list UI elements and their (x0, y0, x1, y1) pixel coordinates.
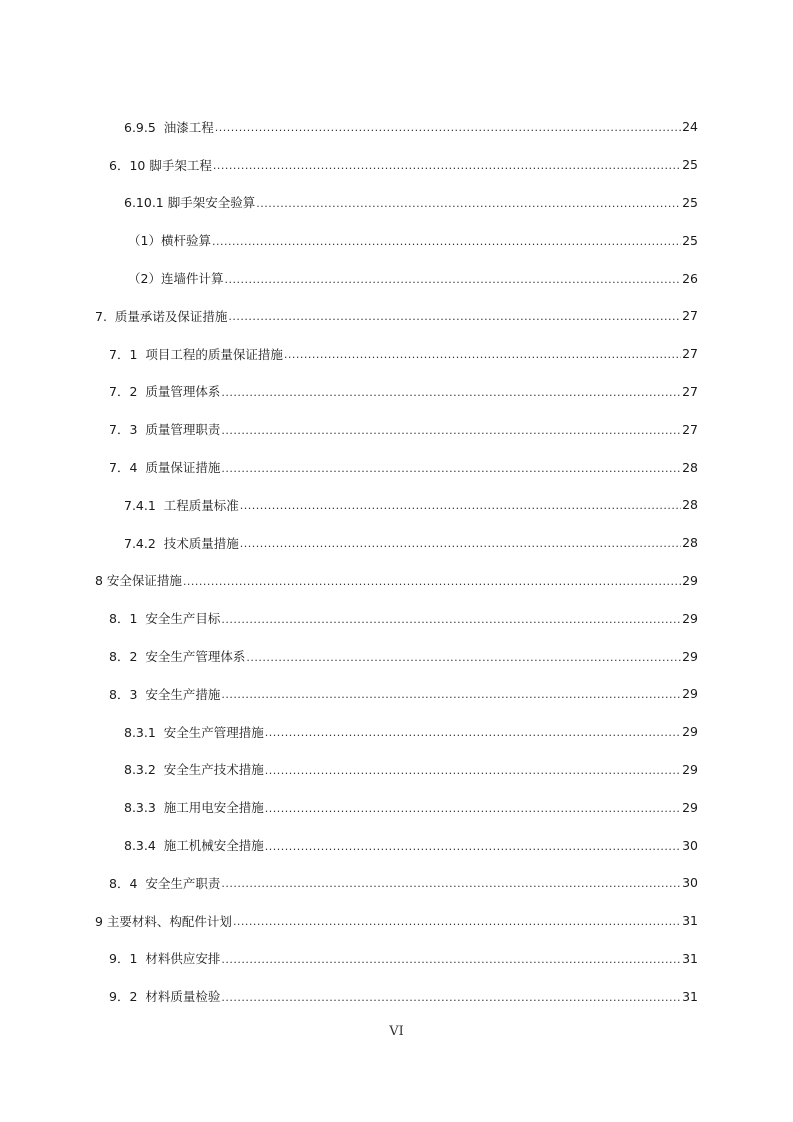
dot-leader (221, 953, 681, 966)
dot-leader (221, 877, 681, 890)
dot-leader (221, 613, 681, 626)
toc-entry-page: 29 (682, 610, 698, 626)
dot-leader (224, 273, 681, 286)
toc-entry-label: 7.4.2 技术质量措施 (124, 535, 239, 551)
toc-entry-page: 29 (682, 648, 698, 664)
toc-entry-page: 31 (682, 988, 698, 1004)
dot-leader (221, 424, 681, 437)
table-of-contents (0, 108, 793, 1015)
page-number-footer: VI (389, 1024, 404, 1039)
dot-leader (221, 688, 681, 701)
toc-entry[interactable] (0, 335, 793, 373)
toc-entry-label: 7．4 质量保证措施 (109, 460, 221, 476)
toc-entry[interactable] (0, 221, 793, 259)
dot-leader (284, 348, 681, 361)
toc-entry-page: 26 (682, 270, 698, 286)
toc-entry[interactable] (0, 108, 793, 146)
toc-entry[interactable] (0, 373, 793, 411)
toc-entry[interactable] (0, 864, 793, 902)
dot-leader (240, 537, 681, 550)
dot-leader (233, 915, 681, 928)
toc-entry-label: 8 安全保证措施 (95, 573, 182, 589)
toc-entry[interactable] (0, 675, 793, 713)
dot-leader (246, 651, 681, 664)
toc-entry-page: 24 (682, 119, 698, 135)
toc-entry-label: 7．3 质量管理职责 (109, 422, 221, 438)
toc-entry-page: 25 (682, 157, 698, 173)
toc-entry[interactable] (0, 486, 793, 524)
toc-entry[interactable] (0, 713, 793, 751)
toc-entry[interactable] (0, 902, 793, 940)
toc-entry-label: 8.3.2 安全生产技术措施 (124, 762, 264, 778)
toc-entry[interactable] (0, 826, 793, 864)
toc-entry[interactable] (0, 637, 793, 675)
toc-entry[interactable] (0, 751, 793, 789)
toc-entry[interactable] (0, 524, 793, 562)
toc-entry-page: 30 (682, 837, 698, 853)
toc-entry-page: 29 (682, 761, 698, 777)
toc-entry-label: 8．3 安全生产措施 (109, 686, 221, 702)
toc-entry[interactable] (0, 562, 793, 600)
dot-leader (221, 386, 681, 399)
toc-entry-label: 8.3.1 安全生产管理措施 (124, 724, 264, 740)
toc-entry-page: 31 (682, 950, 698, 966)
toc-entry-label: 7．1 项目工程的质量保证措施 (109, 346, 283, 362)
toc-entry[interactable] (0, 448, 793, 486)
dot-leader (240, 499, 681, 512)
toc-entry-label: 8.3.4 施工机械安全措施 (124, 838, 264, 854)
dot-leader (265, 840, 681, 853)
toc-entry-label: 9．2 材料质量检验 (109, 989, 221, 1005)
toc-entry-page: 25 (682, 194, 698, 210)
toc-entry-page: 27 (682, 383, 698, 399)
dot-leader (212, 235, 681, 248)
dot-leader (265, 802, 681, 815)
toc-entry-label: 8．1 安全生产目标 (109, 611, 221, 627)
dot-leader (183, 575, 681, 588)
toc-entry-page: 29 (682, 686, 698, 702)
toc-entry-label: 6．10 脚手架工程 (109, 157, 212, 173)
toc-entry[interactable] (0, 297, 793, 335)
toc-entry-page: 27 (682, 421, 698, 437)
toc-entry-page: 27 (682, 308, 698, 324)
toc-entry-label: 9 主要材料、构配件计划 (95, 913, 232, 929)
toc-entry-page: 29 (682, 572, 698, 588)
toc-entry-label: （2）连墙件计算 (128, 271, 224, 287)
toc-entry-page: 30 (682, 875, 698, 891)
toc-entry-page: 28 (682, 459, 698, 475)
dot-leader (228, 310, 681, 323)
toc-entry[interactable] (0, 410, 793, 448)
toc-entry[interactable] (0, 977, 793, 1015)
toc-entry[interactable] (0, 259, 793, 297)
toc-entry-page: 29 (682, 724, 698, 740)
toc-entry-page: 27 (682, 346, 698, 362)
toc-entry-label: 7. 质量承诺及保证措施 (95, 308, 228, 324)
toc-entry-page: 25 (682, 232, 698, 248)
toc-entry-label: 8．2 安全生产管理体系 (109, 649, 246, 665)
toc-entry-label: 9．1 材料供应安排 (109, 951, 221, 967)
toc-entry[interactable] (0, 788, 793, 826)
dot-leader (265, 726, 681, 739)
toc-entry-label: 7．2 质量管理体系 (109, 384, 221, 400)
toc-entry-label: （1）横杆验算 (128, 233, 211, 249)
toc-entry[interactable] (0, 940, 793, 978)
toc-entry-label: 8．4 安全生产职责 (109, 875, 221, 891)
dot-leader (213, 159, 681, 172)
toc-entry-page: 29 (682, 799, 698, 815)
toc-entry-page: 31 (682, 913, 698, 929)
dot-leader (265, 764, 681, 777)
toc-entry[interactable] (0, 146, 793, 184)
toc-entry-label: 8.3.3 施工用电安全措施 (124, 800, 264, 816)
dot-leader (221, 991, 681, 1004)
toc-entry[interactable] (0, 184, 793, 222)
toc-entry-page: 28 (682, 497, 698, 513)
dot-leader (256, 197, 681, 210)
toc-entry-page: 28 (682, 535, 698, 551)
toc-entry-label: 6.10.1 脚手架安全验算 (124, 195, 256, 211)
toc-entry[interactable] (0, 599, 793, 637)
toc-entry-label: 7.4.1 工程质量标准 (124, 497, 239, 513)
dot-leader (221, 462, 681, 475)
dot-leader (215, 121, 681, 134)
toc-entry-label: 6.9.5 油漆工程 (124, 119, 214, 135)
